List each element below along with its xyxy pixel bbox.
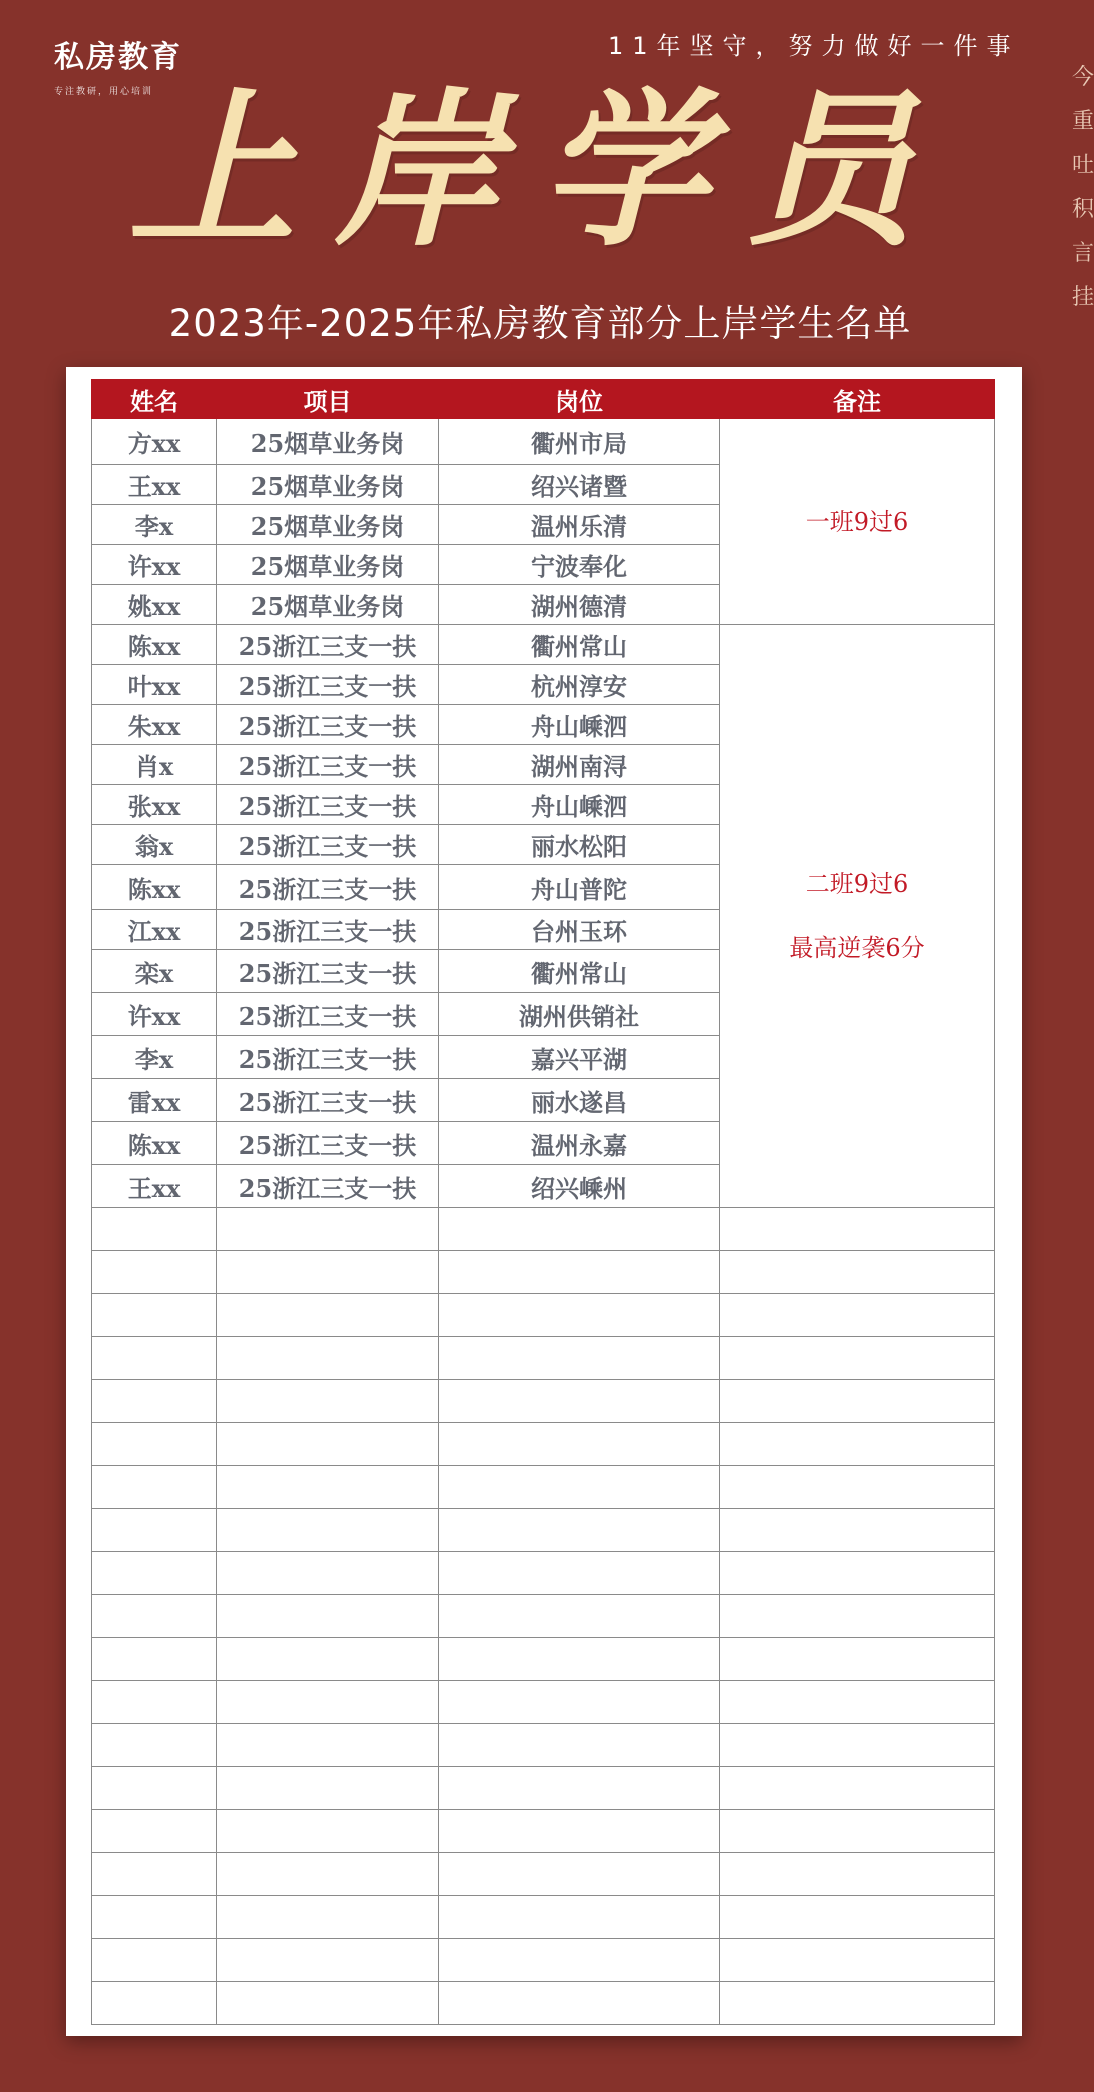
student-name-cell: 叶xx [92, 665, 217, 705]
empty-cell [92, 1251, 217, 1294]
project-cell: 25浙江三支一扶 [217, 1079, 439, 1122]
post-cell: 衢州常山 [439, 950, 720, 993]
project-cell: 25烟草业务岗 [217, 465, 439, 505]
empty-cell [720, 1982, 995, 2025]
empty-row [92, 1810, 995, 1853]
empty-cell [720, 1294, 995, 1337]
project-cell: 25浙江三支一扶 [217, 745, 439, 785]
results-sheet [66, 367, 1022, 2036]
empty-cell [92, 1294, 217, 1337]
empty-cell [92, 1681, 217, 1724]
subtitle: 2023年-2025年私房教育部分上岸学生名单 [168, 302, 912, 345]
project-cell: 25浙江三支一扶 [217, 1122, 439, 1165]
empty-cell [720, 1208, 995, 1251]
empty-cell [217, 1724, 439, 1767]
post-cell: 舟山嵊泗 [439, 705, 720, 745]
student-name-cell: 张xx [92, 785, 217, 825]
side-glyph: 言 [1072, 241, 1094, 266]
empty-cell [720, 1251, 995, 1294]
empty-row [92, 1423, 995, 1466]
empty-cell [217, 1380, 439, 1423]
student-name-cell: 朱xx [92, 705, 217, 745]
class-note-line: 最高逆袭6分 [789, 934, 925, 962]
empty-cell [217, 1595, 439, 1638]
post-cell: 嘉兴平湖 [439, 1036, 720, 1079]
project-cell: 25烟草业务岗 [217, 505, 439, 545]
empty-cell [439, 1595, 720, 1638]
empty-cell [217, 1681, 439, 1724]
project-cell: 25浙江三支一扶 [217, 1036, 439, 1079]
empty-cell [439, 1724, 720, 1767]
empty-cell [92, 1767, 217, 1810]
table-row [92, 419, 995, 465]
brand-name: 私房教育 [54, 40, 182, 75]
header-name: 姓名 [92, 380, 217, 419]
empty-cell [439, 1853, 720, 1896]
empty-cell [92, 1423, 217, 1466]
side-glyph: 今 [1072, 65, 1094, 90]
empty-row [92, 1294, 995, 1337]
class-note-line: 一班9过6 [805, 507, 909, 536]
post-cell: 衢州常山 [439, 625, 720, 665]
empty-cell [720, 1939, 995, 1982]
project-cell: 25烟草业务岗 [217, 545, 439, 585]
student-name-cell: 雷xx [92, 1079, 217, 1122]
empty-cell [720, 1810, 995, 1853]
student-name-cell: 陈xx [92, 1122, 217, 1165]
student-name-cell: 李x [92, 1036, 217, 1079]
side-glyph: 积 [1072, 197, 1094, 222]
empty-cell [720, 1724, 995, 1767]
student-name-cell: 李x [92, 505, 217, 545]
table-row [92, 625, 995, 665]
hero-title: 上岸学员 [128, 71, 952, 269]
post-cell: 舟山普陀 [439, 865, 720, 910]
project-cell: 25浙江三支一扶 [217, 865, 439, 910]
empty-cell [439, 1337, 720, 1380]
header-project: 项目 [217, 380, 439, 419]
post-cell: 湖州南浔 [439, 745, 720, 785]
empty-row [92, 1251, 995, 1294]
student-name-cell: 陈xx [92, 865, 217, 910]
post-cell: 湖州德清 [439, 585, 720, 625]
student-name-cell: 栾x [92, 950, 217, 993]
empty-cell [92, 1724, 217, 1767]
empty-cell [92, 1810, 217, 1853]
empty-cell [439, 1251, 720, 1294]
empty-cell [217, 1638, 439, 1681]
project-cell: 25烟草业务岗 [217, 585, 439, 625]
empty-row [92, 1337, 995, 1380]
student-name-cell: 肖x [92, 745, 217, 785]
class-note-cell [720, 419, 995, 625]
project-cell: 25浙江三支一扶 [217, 825, 439, 865]
empty-cell [217, 1896, 439, 1939]
empty-cell [217, 1208, 439, 1251]
post-cell: 湖州供销社 [439, 993, 720, 1036]
side-glyph: 吐 [1072, 153, 1094, 178]
student-name-cell: 陈xx [92, 625, 217, 665]
empty-cell [720, 1380, 995, 1423]
student-name-cell: 翁x [92, 825, 217, 865]
empty-cell [720, 1896, 995, 1939]
empty-cell [439, 1380, 720, 1423]
empty-cell [439, 1681, 720, 1724]
post-cell: 杭州淳安 [439, 665, 720, 705]
empty-cell [217, 1423, 439, 1466]
post-cell: 舟山嵊泗 [439, 785, 720, 825]
empty-cell [92, 1509, 217, 1552]
project-cell: 25浙江三支一扶 [217, 705, 439, 745]
empty-cell [720, 1681, 995, 1724]
empty-cell [92, 1380, 217, 1423]
header-post: 岗位 [439, 380, 720, 419]
empty-row [92, 1724, 995, 1767]
empty-cell [720, 1552, 995, 1595]
empty-cell [720, 1423, 995, 1466]
class-note-line: 二班9过6 [805, 870, 909, 898]
student-name-cell: 许xx [92, 545, 217, 585]
project-cell: 25烟草业务岗 [217, 419, 439, 465]
post-cell: 丽水松阳 [439, 825, 720, 865]
empty-row [92, 1595, 995, 1638]
empty-cell [439, 1810, 720, 1853]
post-cell: 温州永嘉 [439, 1122, 720, 1165]
empty-row [92, 1552, 995, 1595]
post-cell: 丽水遂昌 [439, 1079, 720, 1122]
empty-cell [439, 1423, 720, 1466]
student-name-cell: 王xx [92, 465, 217, 505]
empty-cell [217, 1466, 439, 1509]
post-cell: 绍兴诸暨 [439, 465, 720, 505]
empty-row [92, 1853, 995, 1896]
empty-cell [92, 1853, 217, 1896]
project-cell: 25浙江三支一扶 [217, 950, 439, 993]
empty-cell [92, 1896, 217, 1939]
project-cell: 25浙江三支一扶 [217, 993, 439, 1036]
empty-cell [92, 1939, 217, 1982]
project-cell: 25浙江三支一扶 [217, 1165, 439, 1208]
empty-cell [720, 1638, 995, 1681]
results-table [91, 379, 995, 2025]
post-cell: 台州玉环 [439, 910, 720, 950]
post-cell: 衢州市局 [439, 419, 720, 465]
student-name-cell: 王xx [92, 1165, 217, 1208]
class-note-cell [720, 625, 995, 1208]
empty-cell [439, 1509, 720, 1552]
empty-row [92, 1982, 995, 2025]
empty-cell [720, 1509, 995, 1552]
empty-row [92, 1509, 995, 1552]
project-cell: 25浙江三支一扶 [217, 910, 439, 950]
project-cell: 25浙江三支一扶 [217, 785, 439, 825]
side-glyph: 挂 [1072, 285, 1094, 310]
empty-cell [720, 1337, 995, 1380]
empty-cell [217, 1853, 439, 1896]
empty-cell [720, 1767, 995, 1810]
project-cell: 25浙江三支一扶 [217, 625, 439, 665]
empty-cell [439, 1982, 720, 2025]
empty-row [92, 1939, 995, 1982]
empty-cell [720, 1466, 995, 1509]
empty-row [92, 1380, 995, 1423]
empty-cell [439, 1294, 720, 1337]
empty-row [92, 1638, 995, 1681]
empty-cell [217, 1251, 439, 1294]
student-name-cell: 方xx [92, 419, 217, 465]
side-glyph: 重 [1072, 109, 1094, 134]
empty-cell [92, 1337, 217, 1380]
empty-cell [439, 1466, 720, 1509]
empty-cell [217, 1509, 439, 1552]
empty-cell [92, 1552, 217, 1595]
student-name-cell: 江xx [92, 910, 217, 950]
table-body [92, 419, 995, 2025]
empty-cell [720, 1595, 995, 1638]
post-cell: 宁波奉化 [439, 545, 720, 585]
empty-cell [217, 1337, 439, 1380]
empty-cell [439, 1208, 720, 1251]
empty-cell [217, 1767, 439, 1810]
empty-row [92, 1896, 995, 1939]
empty-cell [217, 1939, 439, 1982]
post-cell: 绍兴嵊州 [439, 1165, 720, 1208]
empty-cell [720, 1853, 995, 1896]
empty-cell [92, 1466, 217, 1509]
post-cell: 温州乐清 [439, 505, 720, 545]
student-name-cell: 姚xx [92, 585, 217, 625]
empty-cell [217, 1552, 439, 1595]
empty-row [92, 1767, 995, 1810]
empty-cell [217, 1294, 439, 1337]
empty-row [92, 1466, 995, 1509]
brand-tagline: 专注教研，用心培训 [54, 87, 154, 97]
student-name-cell: 许xx [92, 993, 217, 1036]
slogan: 11年坚守，努力做好一件事 [608, 32, 1020, 60]
empty-cell [439, 1896, 720, 1939]
empty-row [92, 1681, 995, 1724]
empty-cell [92, 1208, 217, 1251]
empty-cell [439, 1939, 720, 1982]
empty-cell [92, 1982, 217, 2025]
empty-cell [92, 1595, 217, 1638]
empty-cell [439, 1638, 720, 1681]
empty-cell [217, 1810, 439, 1853]
empty-cell [439, 1767, 720, 1810]
project-cell: 25浙江三支一扶 [217, 665, 439, 705]
empty-cell [217, 1982, 439, 2025]
empty-cell [439, 1552, 720, 1595]
empty-row [92, 1208, 995, 1251]
empty-cell [92, 1638, 217, 1681]
table-header-row [92, 380, 995, 419]
header-note: 备注 [720, 380, 995, 419]
